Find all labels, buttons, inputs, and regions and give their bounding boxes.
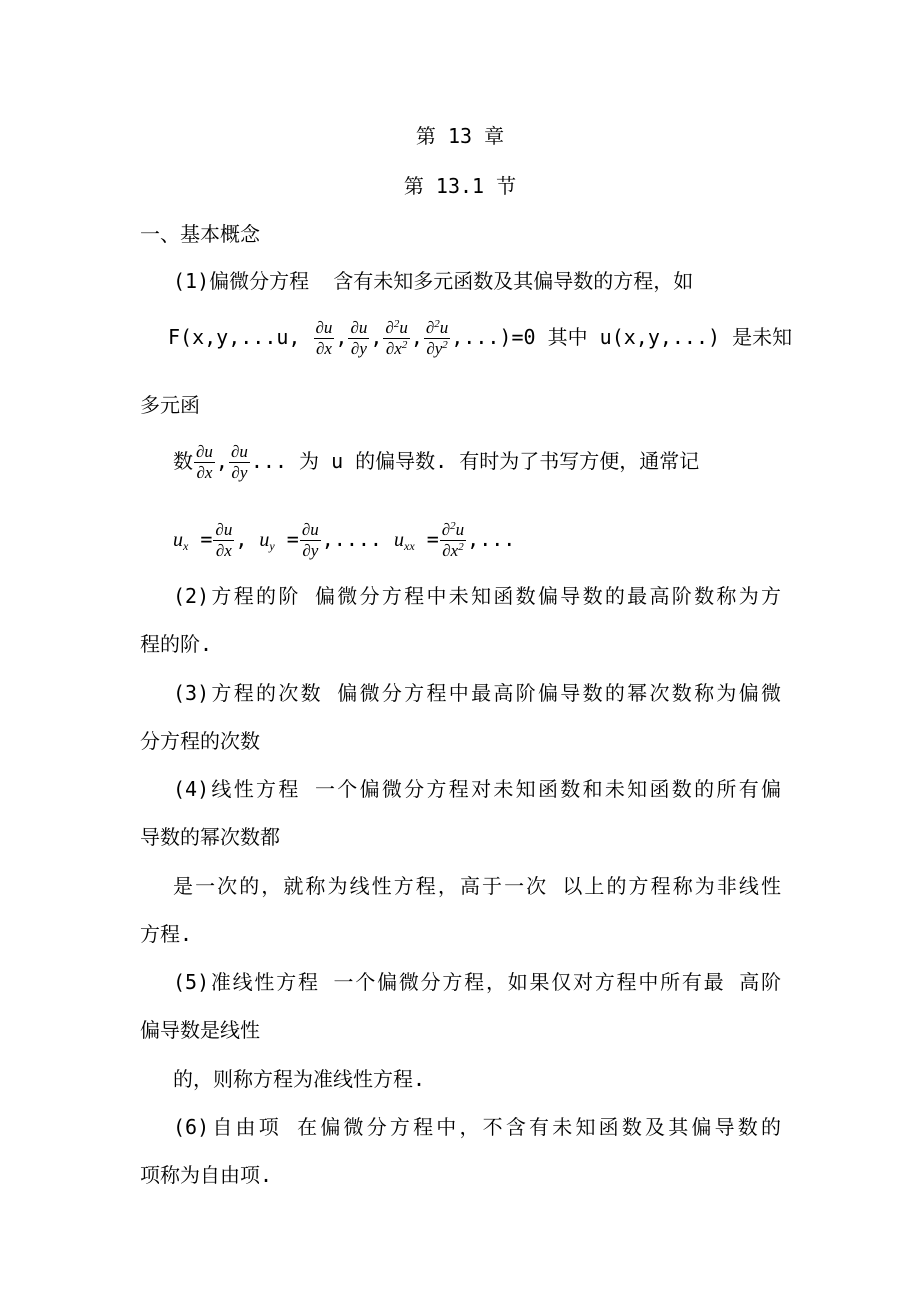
definition-1-text: 含有未知多元函数及其偏导数的方程，如	[333, 269, 694, 293]
definition-1-label: (1)偏微分方程	[173, 269, 310, 293]
notation-frac-xx: $\frac{\partial^2u}{\partial x^2}$	[441, 520, 465, 560]
chapter-title: 第 13 章	[415, 124, 505, 148]
definition-2-line2: 程的阶.	[140, 632, 213, 656]
pde-general-form: F(x,y,...u, $\frac{\partial u}{\partial x}$ , $\frac{\partial u}{\partial y}$ , $\frac{\partial^2u}{\partial x^2}$ , $\frac{\partial^2u}{\partial y^2}$ ,...)=0 其中 u(x,y,...) 是未知	[168, 318, 793, 358]
definition-4-line2: 导数的幂次数都	[140, 825, 280, 849]
definition-2-line1: (2)方程的阶 偏微分方程中未知函数偏导数的最高阶数称为方	[173, 584, 781, 608]
frac-d2u-dx2: $\frac{\partial^2u}{\partial x^2}$	[385, 318, 408, 358]
line2-prefix: 数	[173, 449, 193, 473]
definition-5-line2: 偏导数是线性	[140, 1018, 260, 1042]
definition-4-line4: 方程.	[140, 922, 193, 946]
definition-5-line1: (5)准线性方程 一个偏微分方程，如果仅对方程中所有最 高阶	[173, 970, 781, 994]
definition-4-line3: 是一次的，就称为线性方程，高于一次 以上的方程称为非线性	[173, 874, 781, 898]
definition-3-line1: (3)方程的次数 偏微分方程中最高阶偏导数的幂次数称为偏微	[173, 681, 781, 705]
frac-du-dy-2: $\frac{\partial u}{\partial y}$	[230, 442, 248, 482]
line2-after: ... 为 u 的偏导数. 有时为了书写方便，通常记	[250, 449, 700, 473]
eq-prefix: F(x,y,...u,	[168, 325, 301, 349]
definition-4-line1: (4)线性方程 一个偏微分方程对未知函数和未知函数的所有偏	[173, 777, 781, 801]
section-heading: 一、基本概念	[140, 222, 260, 246]
definition-6-line1: (6)自由项 在偏微分方程中，不含有未知函数及其偏导数的	[173, 1115, 781, 1139]
definition-5-line3: 的，则称方程为准线性方程.	[173, 1067, 426, 1091]
frac-du-dx: $\frac{\partial u}{\partial x}$	[315, 318, 333, 358]
definition-3-line2: 分方程的次数	[140, 729, 260, 753]
notation-line: $u_x$ = $\frac{\partial u}{\partial x}$ , $u_y$ = $\frac{\partial u}{\partial y}$ ,.... $u_{xx}$ = $\frac{\partial^2u}{\partial x^2}$ ,...	[173, 520, 516, 560]
partial-derivatives-line: 数 $\frac{\partial u}{\partial x}$ , $\frac{\partial u}{\partial y}$ ... 为 u 的偏导数. 有时为了书写方便，通常记	[173, 442, 700, 482]
definition-6-line2: 项称为自由项.	[140, 1163, 273, 1187]
definition-1-line	[173, 269, 693, 293]
frac-d2u-dy2: $\frac{\partial^2u}{\partial y^2}$	[425, 318, 449, 358]
frac-du-dx-2: $\frac{\partial u}{\partial x}$	[196, 442, 213, 482]
notation-frac-y: $\frac{\partial u}{\partial y}$	[301, 520, 319, 560]
eq-after-text: 其中 u(x,y,...) 是未知	[547, 325, 793, 349]
notation-frac-x: $\frac{\partial u}{\partial x}$	[215, 520, 233, 560]
section-title: 第 13.1 节	[403, 174, 517, 198]
frac-du-dy: $\frac{\partial u}{\partial y}$	[350, 318, 368, 358]
eq-suffix: ,...)=0	[451, 325, 536, 349]
definition-1-cont: 多元函	[140, 393, 200, 417]
